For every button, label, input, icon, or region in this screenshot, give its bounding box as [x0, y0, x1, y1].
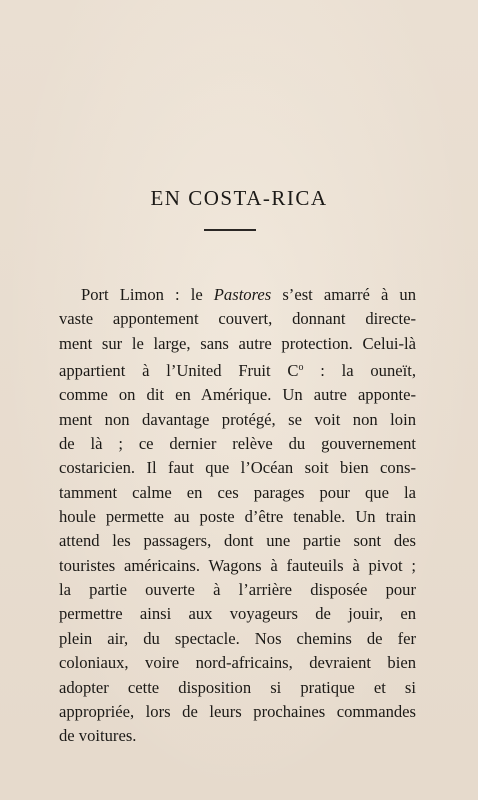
text-line: houle permette au poste d’être tenable. Un train	[59, 507, 416, 527]
text-line: touristes américains. Wagons à fauteuils à pivot ;	[59, 555, 416, 575]
title-divider	[204, 229, 256, 231]
text-line: la partie ouverte à l’arrière disposée pour	[59, 580, 416, 600]
chapter-title: EN COSTA-RICA	[150, 186, 328, 211]
text-line: appartient à l’United Fruit $C^o$ : la ouneït,	[59, 361, 416, 381]
text-line: coloniaux, voire nord-africains, devraient bien	[59, 653, 416, 673]
text-line: attend les passagers, dont une partie sont des	[59, 531, 416, 551]
text-line: adopter cette disposition si pratique et si	[59, 677, 416, 697]
text-line: Port Limon : le Pastores s’est amarré à un	[81, 285, 416, 304]
text-line: appropriée, lors de leurs prochaines commandes	[59, 701, 416, 721]
text-line: permettre ainsi aux voyageurs de jouir, en	[59, 604, 416, 624]
text-line: plein air, du spectacle. Nos chemins de fer	[59, 628, 416, 648]
text-line: comme on dit en Amérique. Un autre apponte-	[59, 385, 416, 405]
body-paragraph	[59, 283, 416, 749]
superscript: o	[298, 362, 304, 374]
text-line: tamment calme en ces parages pour que la	[59, 482, 416, 502]
text-line: vaste appontement couvert, donnant directe-	[59, 309, 416, 329]
text-line: de là ; ce dernier relève du gouvernement	[59, 434, 416, 454]
text-line: de voitures.	[59, 726, 137, 746]
ship-name: Pastores	[213, 285, 272, 304]
text-line: ment sur le large, sans autre protection. Celui-là	[59, 333, 416, 353]
text-line: costaricien. Il faut que l’Océan soit bien cons-	[59, 458, 416, 478]
text-line: ment non davantage protégé, se voit non loin	[59, 409, 416, 429]
